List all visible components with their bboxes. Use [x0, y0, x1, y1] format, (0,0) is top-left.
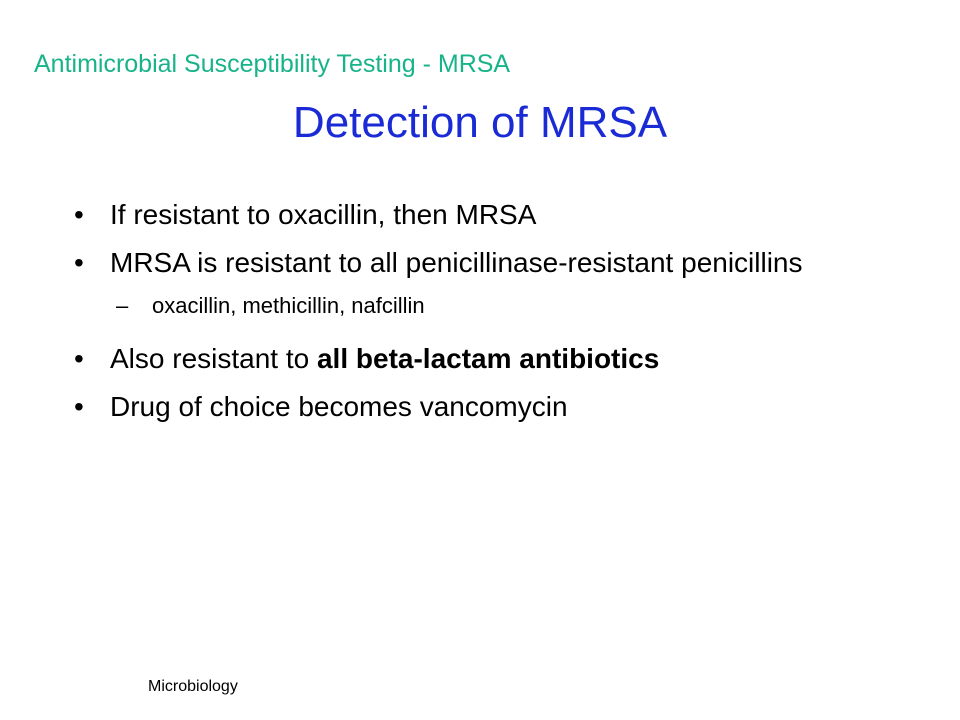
bullet-marker: • [74, 199, 84, 230]
bullet-item [72, 390, 932, 424]
bullet-item [72, 198, 932, 232]
sub-bullet-text: oxacillin, methicillin, nafcillin [152, 293, 425, 318]
bullet-text: Drug of choice becomes vancomycin [110, 391, 568, 422]
bullet-text-prefix: Also resistant to [110, 343, 317, 374]
bullet-item [72, 342, 932, 376]
bullet-text-bold: all beta-lactam antibiotics [316, 343, 660, 374]
bullet-marker: • [74, 343, 84, 374]
bullet-marker: • [74, 247, 84, 278]
slide-title: Detection of MRSA [292, 98, 668, 147]
bullet-marker: • [74, 391, 84, 422]
footer-label: Microbiology [148, 678, 238, 695]
bullet-item [72, 246, 932, 280]
bullet-text: If resistant to oxacillin, then MRSA [110, 199, 537, 230]
bullet-list [72, 198, 932, 424]
header-caption: Antimicrobial Susceptibility Testing - MRSA [34, 50, 511, 78]
sub-bullet-marker: – [116, 293, 129, 318]
bullet-text: MRSA is resistant to all penicillinase-resistant penicillins [110, 247, 803, 278]
sub-bullet-item [72, 292, 932, 320]
